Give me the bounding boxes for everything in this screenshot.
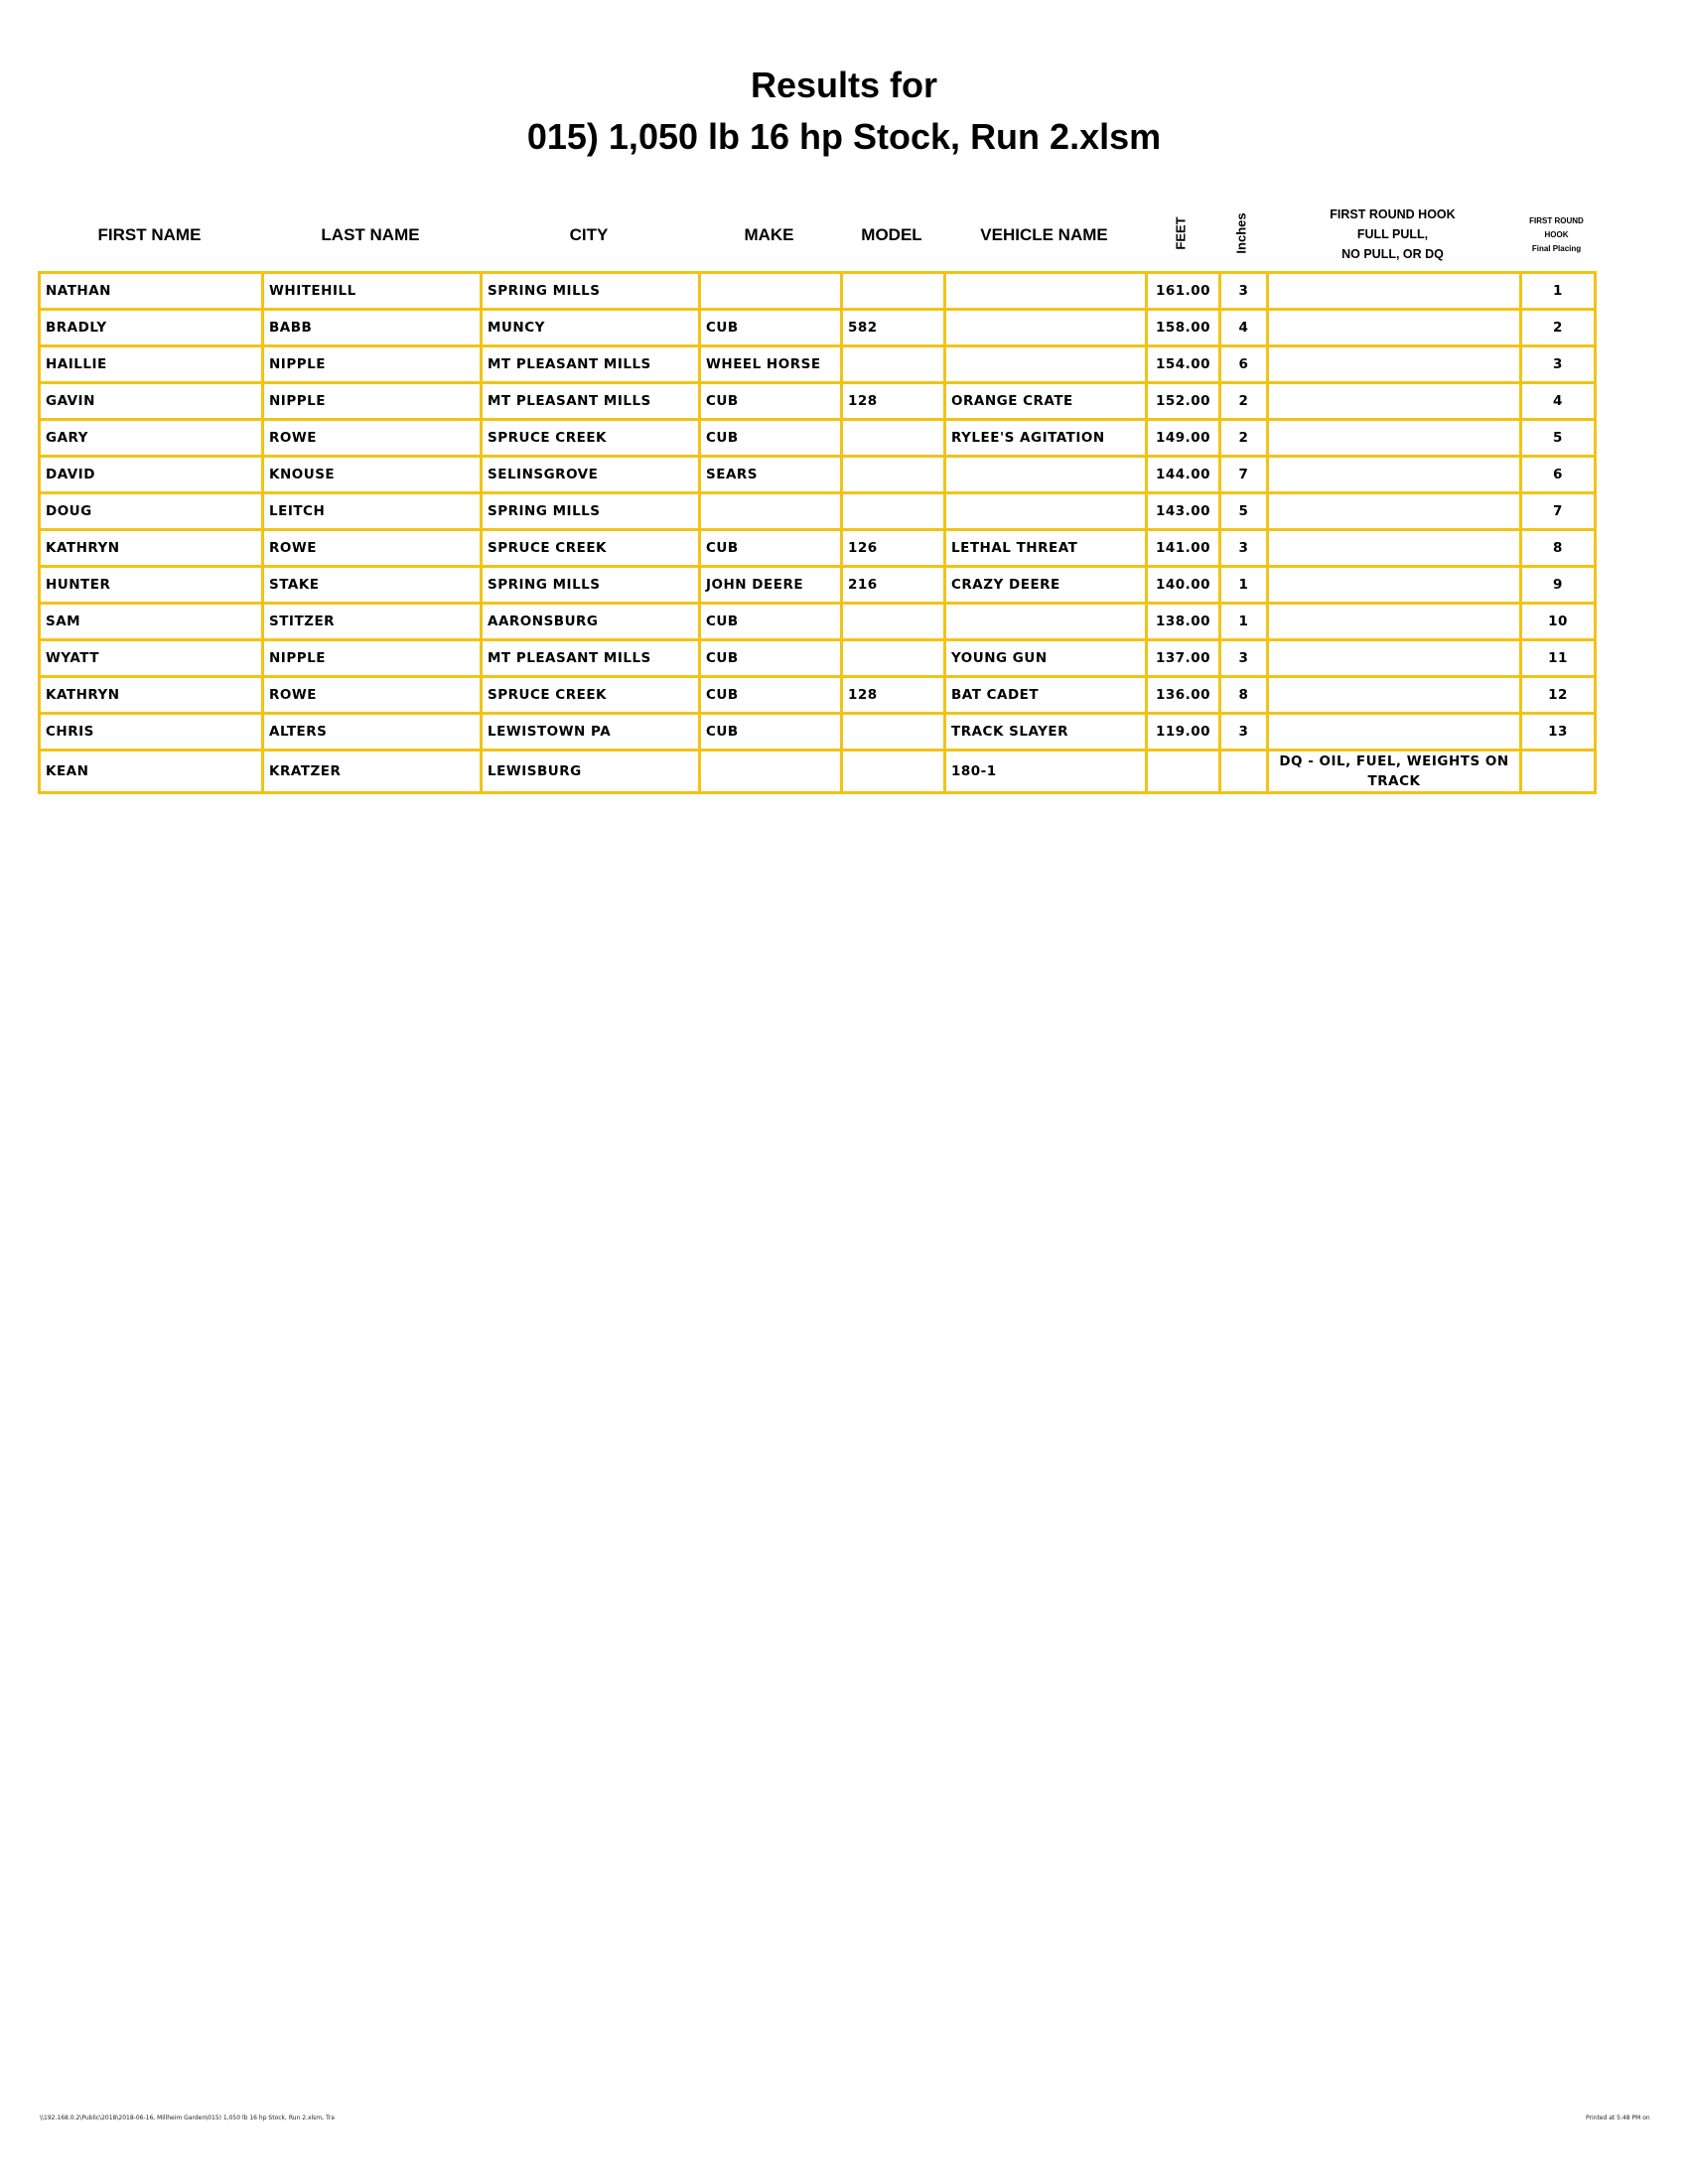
table-row	[40, 751, 1596, 793]
cell-placing: 5	[1521, 420, 1596, 457]
header-label: Inches	[1233, 212, 1249, 254]
table-row	[40, 567, 1596, 604]
cell-make: CUB	[700, 604, 842, 640]
cell-city: SPRING MILLS	[482, 567, 700, 604]
header-first-name	[38, 199, 261, 268]
header-label: FEET	[1173, 216, 1189, 250]
cell-vehicle-name	[945, 604, 1147, 640]
cell-vehicle-name	[945, 346, 1147, 383]
header-label-line: Final Placing	[1531, 244, 1582, 253]
header-first-round-hook	[1266, 199, 1519, 268]
cell-first-name: HUNTER	[40, 567, 263, 604]
header-label-line: FIRST ROUND	[1529, 216, 1584, 225]
cell-city: LEWISTOWN PA	[482, 714, 700, 751]
cell-last-name: STAKE	[263, 567, 482, 604]
cell-make: CUB	[700, 310, 842, 346]
cell-inches: 1	[1220, 567, 1268, 604]
cell-last-name: KRATZER	[263, 751, 482, 793]
cell-make: CUB	[700, 420, 842, 457]
header-label: FIRST NAME	[97, 225, 202, 244]
cell-last-name: NIPPLE	[263, 640, 482, 677]
cell-placing: 2	[1521, 310, 1596, 346]
cell-first-name: CHRIS	[40, 714, 263, 751]
cell-vehicle-name: CRAZY DEERE	[945, 567, 1147, 604]
cell-last-name: BABB	[263, 310, 482, 346]
table-row	[40, 640, 1596, 677]
cell-vehicle-name	[945, 273, 1147, 310]
cell-first-name: DOUG	[40, 493, 263, 530]
cell-first-name: KATHRYN	[40, 530, 263, 567]
cell-inches: 3	[1220, 273, 1268, 310]
cell-inches: 3	[1220, 640, 1268, 677]
cell-feet: 149.00	[1147, 420, 1220, 457]
cell-feet	[1147, 751, 1220, 793]
results-table-body	[40, 273, 1596, 793]
cell-placing: 7	[1521, 493, 1596, 530]
cell-last-name: NIPPLE	[263, 383, 482, 420]
cell-first-name: GAVIN	[40, 383, 263, 420]
table-row	[40, 493, 1596, 530]
cell-feet: 119.00	[1147, 714, 1220, 751]
cell-model	[842, 493, 945, 530]
footer-printed-at: Printed at 5:48 PM on	[1586, 2115, 1650, 2121]
cell-hook	[1268, 310, 1521, 346]
cell-model: 128	[842, 677, 945, 714]
cell-city: SELINSGROVE	[482, 457, 700, 493]
cell-feet: 136.00	[1147, 677, 1220, 714]
cell-last-name: KNOUSE	[263, 457, 482, 493]
cell-feet: 137.00	[1147, 640, 1220, 677]
header-label-line: NO PULL, OR DQ	[1341, 247, 1444, 261]
cell-make: CUB	[700, 677, 842, 714]
cell-model: 128	[842, 383, 945, 420]
cell-inches: 8	[1220, 677, 1268, 714]
cell-vehicle-name: BAT CADET	[945, 677, 1147, 714]
cell-make: CUB	[700, 383, 842, 420]
table-row	[40, 677, 1596, 714]
cell-hook	[1268, 567, 1521, 604]
cell-vehicle-name	[945, 457, 1147, 493]
header-label: VEHICLE NAME	[980, 225, 1108, 244]
table-row	[40, 457, 1596, 493]
cell-placing: 8	[1521, 530, 1596, 567]
cell-last-name: STITZER	[263, 604, 482, 640]
table-row	[40, 714, 1596, 751]
cell-city: SPRING MILLS	[482, 273, 700, 310]
cell-make: JOHN DEERE	[700, 567, 842, 604]
cell-first-name: KATHRYN	[40, 677, 263, 714]
cell-make	[700, 493, 842, 530]
cell-feet: 140.00	[1147, 567, 1220, 604]
cell-city: SPRUCE CREEK	[482, 530, 700, 567]
cell-inches: 4	[1220, 310, 1268, 346]
cell-placing: 10	[1521, 604, 1596, 640]
cell-city: AARONSBURG	[482, 604, 700, 640]
cell-city: SPRUCE CREEK	[482, 420, 700, 457]
cell-placing	[1521, 751, 1596, 793]
cell-vehicle-name: ORANGE CRATE	[945, 383, 1147, 420]
cell-inches: 1	[1220, 604, 1268, 640]
title-line-2: 015) 1,050 lb 16 hp Stock, Run 2.xlsm	[526, 116, 1162, 157]
table-row	[40, 273, 1596, 310]
cell-model	[842, 751, 945, 793]
cell-city: MT PLEASANT MILLS	[482, 346, 700, 383]
cell-placing: 13	[1521, 714, 1596, 751]
cell-hook	[1268, 457, 1521, 493]
title-line-1: Results for	[750, 65, 938, 105]
cell-first-name: WYATT	[40, 640, 263, 677]
cell-last-name: WHITEHILL	[263, 273, 482, 310]
cell-vehicle-name: RYLEE'S AGITATION	[945, 420, 1147, 457]
header-label-line: HOOK	[1544, 230, 1569, 239]
header-label	[1519, 214, 1594, 256]
cell-hook	[1268, 420, 1521, 457]
cell-vehicle-name	[945, 310, 1147, 346]
footer-file-path: \\192.168.0.2\Public\2018\2018-06-16, Millheim Garden\015) 1,050 lb 16 hp Stock, Run 2.xlsm, Tra	[40, 2115, 335, 2121]
cell-make: CUB	[700, 640, 842, 677]
cell-vehicle-name: LETHAL THREAT	[945, 530, 1147, 567]
cell-city: SPRUCE CREEK	[482, 677, 700, 714]
cell-inches: 5	[1220, 493, 1268, 530]
cell-city: MT PLEASANT MILLS	[482, 640, 700, 677]
cell-hook	[1268, 640, 1521, 677]
header-make	[698, 199, 840, 268]
cell-model: 216	[842, 567, 945, 604]
cell-first-name: NATHAN	[40, 273, 263, 310]
cell-hook	[1268, 273, 1521, 310]
cell-model	[842, 346, 945, 383]
header-inches	[1218, 199, 1266, 268]
cell-placing: 11	[1521, 640, 1596, 677]
header-feet	[1145, 199, 1218, 268]
cell-inches: 6	[1220, 346, 1268, 383]
cell-make: SEARS	[700, 457, 842, 493]
header-label: MODEL	[861, 225, 922, 244]
cell-placing: 1	[1521, 273, 1596, 310]
cell-hook	[1268, 677, 1521, 714]
cell-last-name: ROWE	[263, 677, 482, 714]
cell-city: LEWISBURG	[482, 751, 700, 793]
cell-model: 126	[842, 530, 945, 567]
cell-first-name: SAM	[40, 604, 263, 640]
cell-inches: 2	[1220, 383, 1268, 420]
header-label: LAST NAME	[321, 225, 420, 244]
cell-inches: 2	[1220, 420, 1268, 457]
cell-model	[842, 604, 945, 640]
cell-placing: 3	[1521, 346, 1596, 383]
cell-vehicle-name: YOUNG GUN	[945, 640, 1147, 677]
header-model	[840, 199, 943, 268]
cell-hook	[1268, 714, 1521, 751]
cell-hook: DQ - OIL, FUEL, WEIGHTS ON TRACK	[1268, 751, 1521, 793]
cell-model	[842, 640, 945, 677]
cell-city: MUNCY	[482, 310, 700, 346]
cell-first-name: KEAN	[40, 751, 263, 793]
table-row	[40, 604, 1596, 640]
table-row	[40, 346, 1596, 383]
cell-first-name: HAILLIE	[40, 346, 263, 383]
cell-placing: 12	[1521, 677, 1596, 714]
table-row	[40, 530, 1596, 567]
cell-feet: 141.00	[1147, 530, 1220, 567]
header-label	[1266, 205, 1519, 264]
cell-hook	[1268, 604, 1521, 640]
cell-last-name: LEITCH	[263, 493, 482, 530]
cell-model	[842, 714, 945, 751]
cell-vehicle-name	[945, 493, 1147, 530]
cell-hook	[1268, 383, 1521, 420]
cell-model	[842, 273, 945, 310]
cell-make	[700, 273, 842, 310]
cell-inches: 7	[1220, 457, 1268, 493]
cell-first-name: DAVID	[40, 457, 263, 493]
cell-hook	[1268, 346, 1521, 383]
cell-make	[700, 751, 842, 793]
header-last-name	[261, 199, 480, 268]
cell-feet: 154.00	[1147, 346, 1220, 383]
cell-hook	[1268, 493, 1521, 530]
cell-feet: 143.00	[1147, 493, 1220, 530]
header-label: CITY	[569, 225, 609, 244]
header-label-line: FULL PULL,	[1356, 227, 1429, 241]
cell-hook	[1268, 530, 1521, 567]
cell-feet: 144.00	[1147, 457, 1220, 493]
cell-model	[842, 457, 945, 493]
header-label: MAKE	[744, 225, 794, 244]
cell-city: SPRING MILLS	[482, 493, 700, 530]
cell-placing: 6	[1521, 457, 1596, 493]
header-final-placing	[1519, 199, 1594, 268]
cell-vehicle-name: 180-1	[945, 751, 1147, 793]
cell-last-name: ALTERS	[263, 714, 482, 751]
cell-placing: 4	[1521, 383, 1596, 420]
cell-first-name: GARY	[40, 420, 263, 457]
cell-make: WHEEL HORSE	[700, 346, 842, 383]
cell-vehicle-name: TRACK SLAYER	[945, 714, 1147, 751]
cell-first-name: BRADLY	[40, 310, 263, 346]
cell-model	[842, 420, 945, 457]
cell-city: MT PLEASANT MILLS	[482, 383, 700, 420]
cell-feet: 152.00	[1147, 383, 1220, 420]
table-row	[40, 383, 1596, 420]
cell-inches	[1220, 751, 1268, 793]
table-row	[40, 310, 1596, 346]
cell-feet: 138.00	[1147, 604, 1220, 640]
header-city	[480, 199, 698, 268]
header-label-line: FIRST ROUND HOOK	[1330, 207, 1456, 221]
results-table	[38, 271, 1597, 794]
cell-placing: 9	[1521, 567, 1596, 604]
cell-inches: 3	[1220, 714, 1268, 751]
cell-make: CUB	[700, 714, 842, 751]
cell-model: 582	[842, 310, 945, 346]
cell-last-name: ROWE	[263, 530, 482, 567]
cell-last-name: NIPPLE	[263, 346, 482, 383]
cell-last-name: ROWE	[263, 420, 482, 457]
cell-feet: 161.00	[1147, 273, 1220, 310]
cell-inches: 3	[1220, 530, 1268, 567]
table-row	[40, 420, 1596, 457]
cell-feet: 158.00	[1147, 310, 1220, 346]
header-vehicle-name	[943, 199, 1145, 268]
cell-make: CUB	[700, 530, 842, 567]
